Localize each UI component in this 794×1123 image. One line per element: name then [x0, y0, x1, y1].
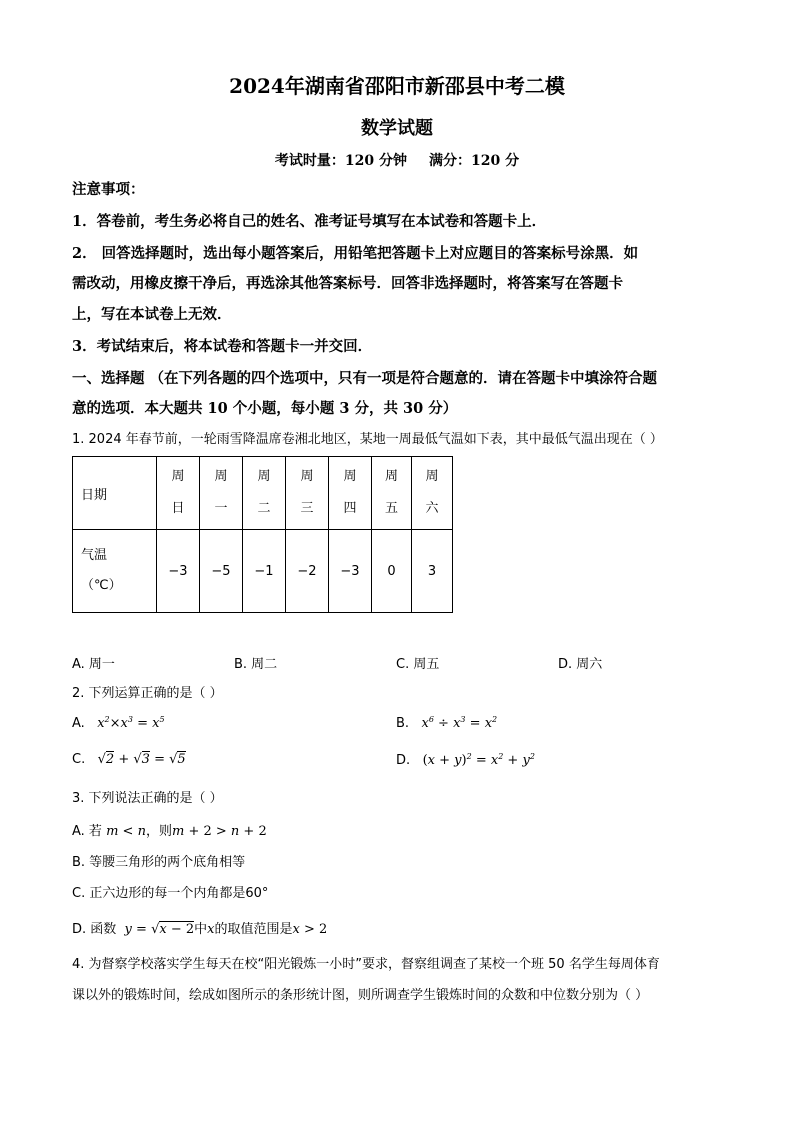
q3-stem: 3. 下列说法正确的是（ ） [72, 791, 223, 806]
table-temp-cell: 3 [412, 530, 453, 613]
table-day-cell: 周 一 [200, 457, 243, 530]
table-header-temperature: 气温 （℃） [73, 530, 157, 613]
q1-option-c: C. 周五 [396, 657, 440, 672]
table-temp-cell: −3 [157, 530, 200, 613]
q1-stem: 1. 2024 年春节前，一轮雨雪降温席卷湘北地区，某地一周最低气温如下表，其中最低气温出现在（ ） [72, 432, 663, 447]
table-temp-cell: −3 [329, 530, 372, 613]
q3-option-b: B. 等腰三角形的两个底角相等 [72, 855, 246, 870]
note-item-2-line-3: 上，写在本试卷上无效． [72, 306, 232, 323]
q2-stem: 2. 下列运算正确的是（ ） [72, 686, 223, 701]
note-item-2-line-2: 需改动，用橡皮擦干净后，再选涂其他答案标号．回答非选择题时，将答案写在答题卡 [72, 275, 623, 292]
exam-time: 考试时量：120 分钟 [274, 153, 407, 169]
q2-option-a: A. $x^2\times x^3 = x^5$ [72, 715, 165, 731]
table-temp-cell: −5 [200, 530, 243, 613]
q3-option-a: A. 若 m < n，则m + 2 > n + 2 [72, 824, 267, 839]
section-1-heading-line-1: 一、选择题 （在下列各题的四个选项中，只有一项是符合题意的．请在答题卡中填涂符合题 [72, 370, 658, 387]
q3-option-d: D. 函数 y = √x − 2中x的取值范围是x > 2 [72, 922, 328, 937]
table-day-cell: 周 四 [329, 457, 372, 530]
table-day-cell: 周 五 [372, 457, 412, 530]
table-temp-cell: 0 [372, 530, 412, 613]
section-1-heading-line-2: 意的选项．本大题共 10 个小题，每小题 3 分，共 30 分） [72, 400, 458, 417]
q4-stem-line-1: 4. 为督察学校落实学生每天在校“阳光锻炼一小时”要求，督察组调查了某校一个班 50 名学生每周体育 [72, 957, 660, 972]
table-day-cell: 周 六 [412, 457, 453, 530]
q1-option-d: D. 周六 [558, 657, 603, 672]
exam-subject: 数学试题 [361, 118, 433, 139]
note-item-2-line-1: 2． 回答选择题时，选出每小题答案后，用铅笔把答题卡上对应题目的答案标号涂黑．如 [72, 245, 639, 262]
full-score: 满分：120 分 [429, 153, 520, 169]
temperature-table [72, 456, 453, 613]
q4-stem-line-2: 课以外的锻炼时间，绘成如图所示的条形统计图，则所调查学生锻炼时间的众数和中位数分别为（ ） [72, 988, 649, 1003]
exam-title: 2024年湖南省邵阳市新邵县中考二模 [229, 74, 565, 98]
table-day-cell: 周 日 [157, 457, 200, 530]
q1-option-b: B. 周二 [234, 657, 278, 672]
table-temp-cell: −2 [286, 530, 329, 613]
q2-option-d: D. $(x + y)^2 = x^2 + y^2$ [396, 752, 535, 768]
note-item-3: 3．考试结束后，将本试卷和答题卡一并交回． [72, 338, 373, 355]
table-row [73, 530, 453, 613]
table-temp-cell: −1 [243, 530, 286, 613]
table-day-cell: 周 二 [243, 457, 286, 530]
note-item-1: 1．答卷前，考生务必将自己的姓名、准考证号填写在本试卷和答题卡上． [72, 213, 547, 230]
table-header-date: 日期 [73, 457, 157, 530]
notes-heading: 注意事项： [72, 181, 145, 198]
q3-option-c: C. 正六边形的每一个内角都是60° [72, 886, 269, 901]
table-row [73, 457, 453, 530]
q2-option-c: C. √2 + √3 = √5 [72, 752, 186, 767]
q2-option-b: B. $x^6 \div x^3 = x^2$ [396, 715, 498, 731]
exam-info [0, 150, 794, 170]
table-day-cell: 周 三 [286, 457, 329, 530]
q1-option-a: A. 周一 [72, 657, 115, 672]
